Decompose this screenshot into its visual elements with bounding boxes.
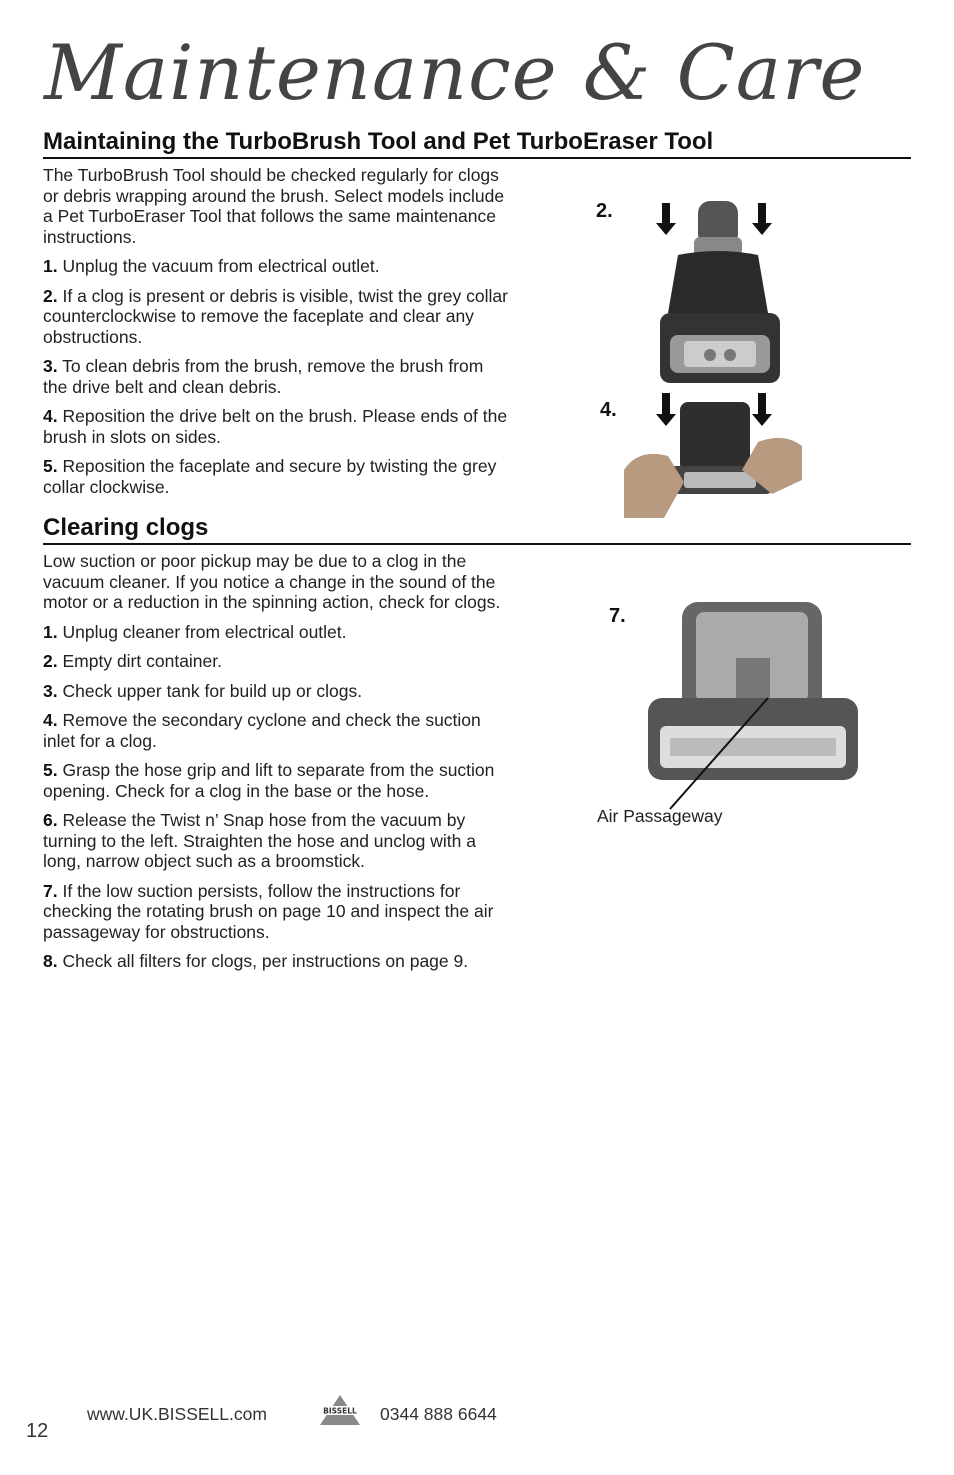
list-item: 4. Remove the secondary cyclone and check the suction inlet for a clog. — [43, 710, 481, 751]
turbobrush-instructions — [43, 165, 508, 506]
figure-label-2: 2. — [596, 200, 613, 222]
list-item: 3. To clean debris from the brush, remove the brush from the drive belt and clean debris. — [43, 356, 484, 397]
list-item: 5. Reposition the faceplate and secure by twisting the grey collar clockwise. — [43, 456, 497, 497]
clearing-clogs-intro: Low suction or poor pickup may be due to a clog in the vacuum cleaner. If you notice a change in the sound of the motor or a reduction in the spinning action, check for clogs. — [43, 551, 501, 612]
list-item: 8. Check all filters for clogs, per instructions on page 9. — [43, 951, 469, 971]
list-item: 6. Release the Twist n’ Snap hose from the vacuum by turning to the left. Straighten the hose and unclog with a long, narrow object such as a broomstick. — [43, 810, 476, 871]
footer-phone: 0344 888 6644 — [380, 1404, 497, 1424]
page-number: 12 — [26, 1420, 49, 1442]
vacuum-base-figure — [640, 598, 866, 810]
turbobrush-tool-figure — [640, 195, 800, 390]
list-item: 4. Reposition the drive belt on the brush. Please ends of the brush in slots on sides. — [43, 406, 508, 447]
list-item: 2. Empty dirt container. — [43, 651, 223, 671]
list-item: 1. Unplug the vacuum from electrical outlet. — [43, 256, 380, 276]
figure-caption-air-passageway: Air Passageway — [597, 806, 723, 826]
list-item: 1. Unplug cleaner from electrical outlet. — [43, 621, 347, 642]
bissell-logo-icon — [316, 1393, 364, 1427]
section-heading-turbobrush: Maintaining the TurboBrush Tool and Pet TurboEraser Tool — [43, 128, 911, 159]
list-item: 3. Check upper tank for build up or clogs. — [43, 680, 363, 701]
clearing-clogs-instructions — [43, 551, 508, 981]
list-item: 2. If a clog is present or debris is visible, twist the grey collar counterclockwise to remove the faceplate and clear any obstructions. — [43, 285, 508, 347]
turbobrush-intro: The TurboBrush Tool should be checked regularly for clogs or debris wrapping around the brush. Select models include a Pet TurboEraser Tool that follows the same maintenance instructions. — [43, 165, 505, 247]
brush-reposition-figure — [624, 390, 802, 518]
bissell-logo-text: BISSELL — [323, 1406, 357, 1416]
list-item: 7. If the low suction persists, follow the instructions for checking the rotating brush on page 10 and inspect the air passageway for obstructions. — [43, 880, 494, 942]
page-title: Maintenance & Care — [44, 28, 866, 117]
list-item: 5. Grasp the hose grip and lift to separate from the suction opening. Check for a clog in the base or the hose. — [43, 760, 495, 801]
footer-website-link[interactable]: www.UK.BISSELL.com — [87, 1404, 267, 1424]
figure-label-4: 4. — [600, 399, 617, 421]
figure-label-7: 7. — [609, 605, 626, 627]
section-heading-clearing-clogs: Clearing clogs — [43, 514, 911, 545]
